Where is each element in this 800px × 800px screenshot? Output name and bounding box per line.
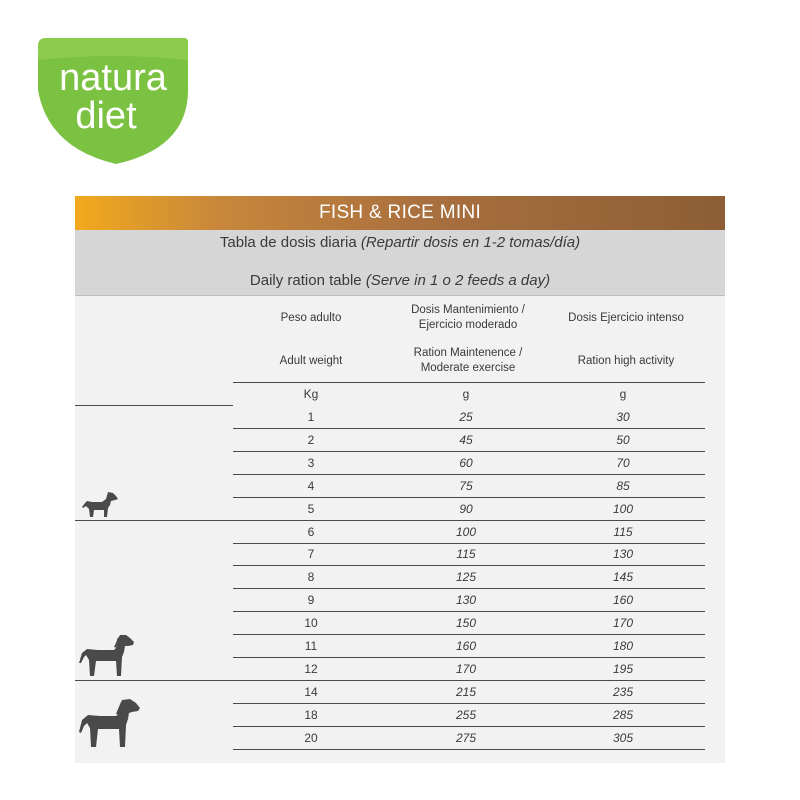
cell-maintenance: 255 [455, 707, 477, 722]
cell-maintenance: 45 [459, 432, 473, 447]
table-title: FISH & RICE MINI [75, 196, 725, 230]
cell-maintenance: 60 [459, 455, 473, 470]
unit-maintenance: g [462, 387, 470, 401]
unit-weight: Kg [303, 387, 319, 401]
cell-weight: 14 [304, 684, 318, 699]
cell-maintenance: 215 [455, 684, 477, 699]
small-dog-icon [80, 490, 120, 520]
header-maintenance-es: Dosis Mantenimiento / Ejercicio moderado [411, 304, 525, 331]
cell-high-activity: 130 [612, 547, 634, 562]
cell-weight: 11 [304, 639, 318, 653]
cell-weight: 8 [307, 570, 315, 585]
logo-text-natura: natura [59, 57, 167, 99]
cell-weight: 18 [304, 707, 318, 722]
medium-dog-icon [78, 633, 136, 679]
cell-weight: 9 [307, 593, 315, 608]
cell-weight: 5 [307, 501, 315, 516]
cell-high-activity: 145 [612, 570, 634, 585]
cell-high-activity: 285 [612, 707, 634, 722]
cell-weight: 12 [304, 661, 318, 676]
brand-logo [34, 30, 190, 166]
cell-maintenance: 100 [455, 524, 477, 539]
cell-high-activity: 180 [612, 639, 634, 653]
table-row [233, 521, 705, 544]
table-row [233, 566, 705, 589]
header-weight-es: Peso adulto [280, 312, 342, 324]
cell-high-activity: 85 [616, 478, 630, 493]
cell-high-activity: 170 [612, 616, 634, 631]
cell-weight: 4 [307, 478, 315, 493]
table-row [233, 406, 705, 429]
header-maintenance-en: Ration Maintenence / Moderate exercise [413, 347, 523, 374]
cell-maintenance: 130 [455, 593, 477, 608]
table-row [233, 658, 705, 681]
table-row [233, 704, 705, 727]
cell-maintenance: 90 [459, 501, 473, 516]
cell-weight: 10 [304, 616, 318, 631]
table-row [233, 475, 705, 498]
cell-high-activity: 50 [616, 432, 630, 447]
subtitle-spanish: Tabla de dosis diaria (Repartir dosis en 1-2 tomas/día) [219, 234, 581, 251]
table-row [233, 612, 705, 635]
cell-high-activity: 70 [616, 455, 630, 470]
cell-maintenance: 75 [459, 478, 473, 493]
cell-maintenance: 25 [459, 410, 473, 424]
header-high-en: Ration high activity [577, 355, 675, 367]
cell-maintenance: 125 [455, 570, 477, 585]
cell-weight: 2 [307, 432, 315, 447]
cell-weight: 3 [307, 455, 315, 470]
row-divider [233, 749, 705, 750]
cell-high-activity: 160 [612, 593, 634, 608]
large-dog-icon [78, 696, 142, 750]
group-divider [75, 405, 233, 406]
logo-text-diet: diet [75, 95, 137, 137]
cell-maintenance: 275 [455, 730, 477, 745]
table-row [233, 429, 705, 452]
cell-maintenance: 160 [455, 639, 477, 653]
table-row [233, 589, 705, 612]
header-weight-en: Adult weight [279, 355, 343, 367]
table-row [233, 452, 705, 475]
cell-maintenance: 150 [455, 616, 477, 631]
cell-weight: 1 [307, 410, 315, 424]
cell-high-activity: 30 [616, 410, 630, 424]
table-row [233, 727, 705, 750]
group-divider [75, 680, 233, 681]
header-high-es: Dosis Ejercicio intenso [568, 312, 684, 324]
table-row [233, 543, 705, 566]
cell-high-activity: 115 [613, 524, 633, 539]
units-row [233, 383, 705, 405]
cell-high-activity: 195 [612, 661, 634, 676]
cell-high-activity: 305 [612, 730, 634, 745]
cell-high-activity: 100 [612, 501, 634, 516]
cell-weight: 6 [307, 524, 315, 539]
ration-table [75, 196, 725, 763]
table-row [233, 681, 705, 704]
table-row [233, 635, 705, 658]
cell-maintenance: 115 [456, 547, 476, 562]
subtitle-english: Daily ration table (Serve in 1 o 2 feeds a day) [249, 272, 551, 289]
unit-high: g [619, 387, 627, 401]
cell-maintenance: 170 [455, 661, 477, 676]
table-row [233, 498, 705, 521]
cell-high-activity: 235 [612, 684, 634, 699]
cell-weight: 7 [307, 547, 315, 562]
cell-weight: 20 [304, 730, 318, 745]
